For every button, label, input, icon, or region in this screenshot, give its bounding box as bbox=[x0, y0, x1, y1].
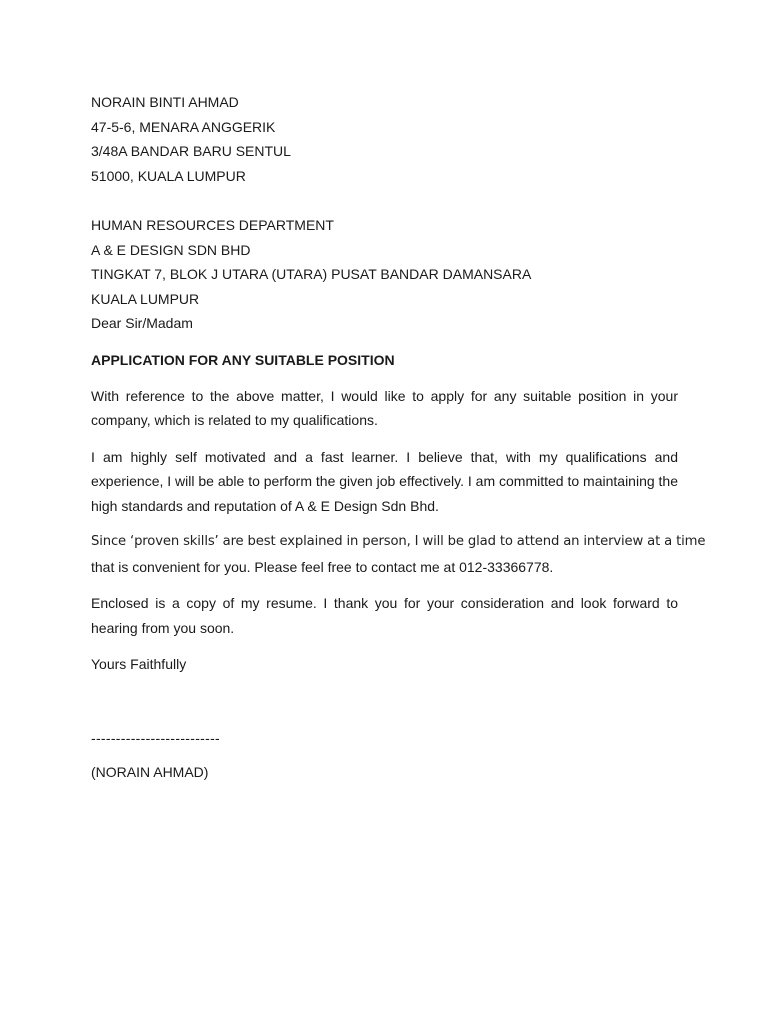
letter-closing: Yours Faithfully bbox=[91, 656, 187, 672]
spacer bbox=[91, 188, 678, 213]
body-paragraph-4: Enclosed is a copy of my resume. I thank you for your consideration and look forward to hearing from you soon. bbox=[91, 595, 678, 636]
body-paragraph-3-line-2: that is convenient for you. Please feel free to contact me at 012-33366778. bbox=[91, 558, 554, 575]
body-paragraph-3-line-1: Since ‘proven skills’ are best explained in person, I will be glad to attend an interview at a time bbox=[91, 534, 706, 549]
sender-name: NORAIN BINTI AHMAD bbox=[91, 94, 239, 110]
recipient-address-line-2: KUALA LUMPUR bbox=[91, 290, 200, 307]
salutation: Dear Sir/Madam bbox=[91, 315, 193, 331]
letter-subject: APPLICATION FOR ANY SUITABLE POSITION bbox=[91, 351, 395, 368]
sender-address-block bbox=[91, 90, 678, 188]
body-paragraph-2: I am highly self motivated and a fast learner. I believe that, with my qualifications and experience, I will be able to perform the given job effectively. I am committed to maintaining the high standards and reputation of A & E Design Sdn Bhd. bbox=[91, 448, 679, 514]
sender-address-line-2: 3/48A BANDAR BARU SENTUL bbox=[91, 143, 291, 159]
recipient-address-line-1: TINGKAT 7, BLOK J UTARA (UTARA) PUSAT BANDAR DAMANSARA bbox=[91, 266, 532, 282]
sender-address-line-3: 51000, KUALA LUMPUR bbox=[91, 167, 246, 184]
signature-name: (NORAIN AHMAD) bbox=[91, 764, 209, 780]
letter-page bbox=[91, 90, 706, 784]
recipient-department: HUMAN RESOURCES DEPARTMENT bbox=[91, 217, 334, 233]
body-paragraph-1: With reference to the above matter, I would like to apply for any suitable position in your company, which is related to my qualifications. bbox=[91, 387, 678, 428]
signature-line: -------------------------- bbox=[91, 730, 221, 746]
recipient-address-block bbox=[91, 213, 678, 336]
body-paragraph-3 bbox=[91, 530, 706, 579]
sender-address-line-1: 47-5-6, MENARA ANGGERIK bbox=[91, 118, 276, 135]
recipient-company: A & E DESIGN SDN BHD bbox=[91, 241, 251, 258]
